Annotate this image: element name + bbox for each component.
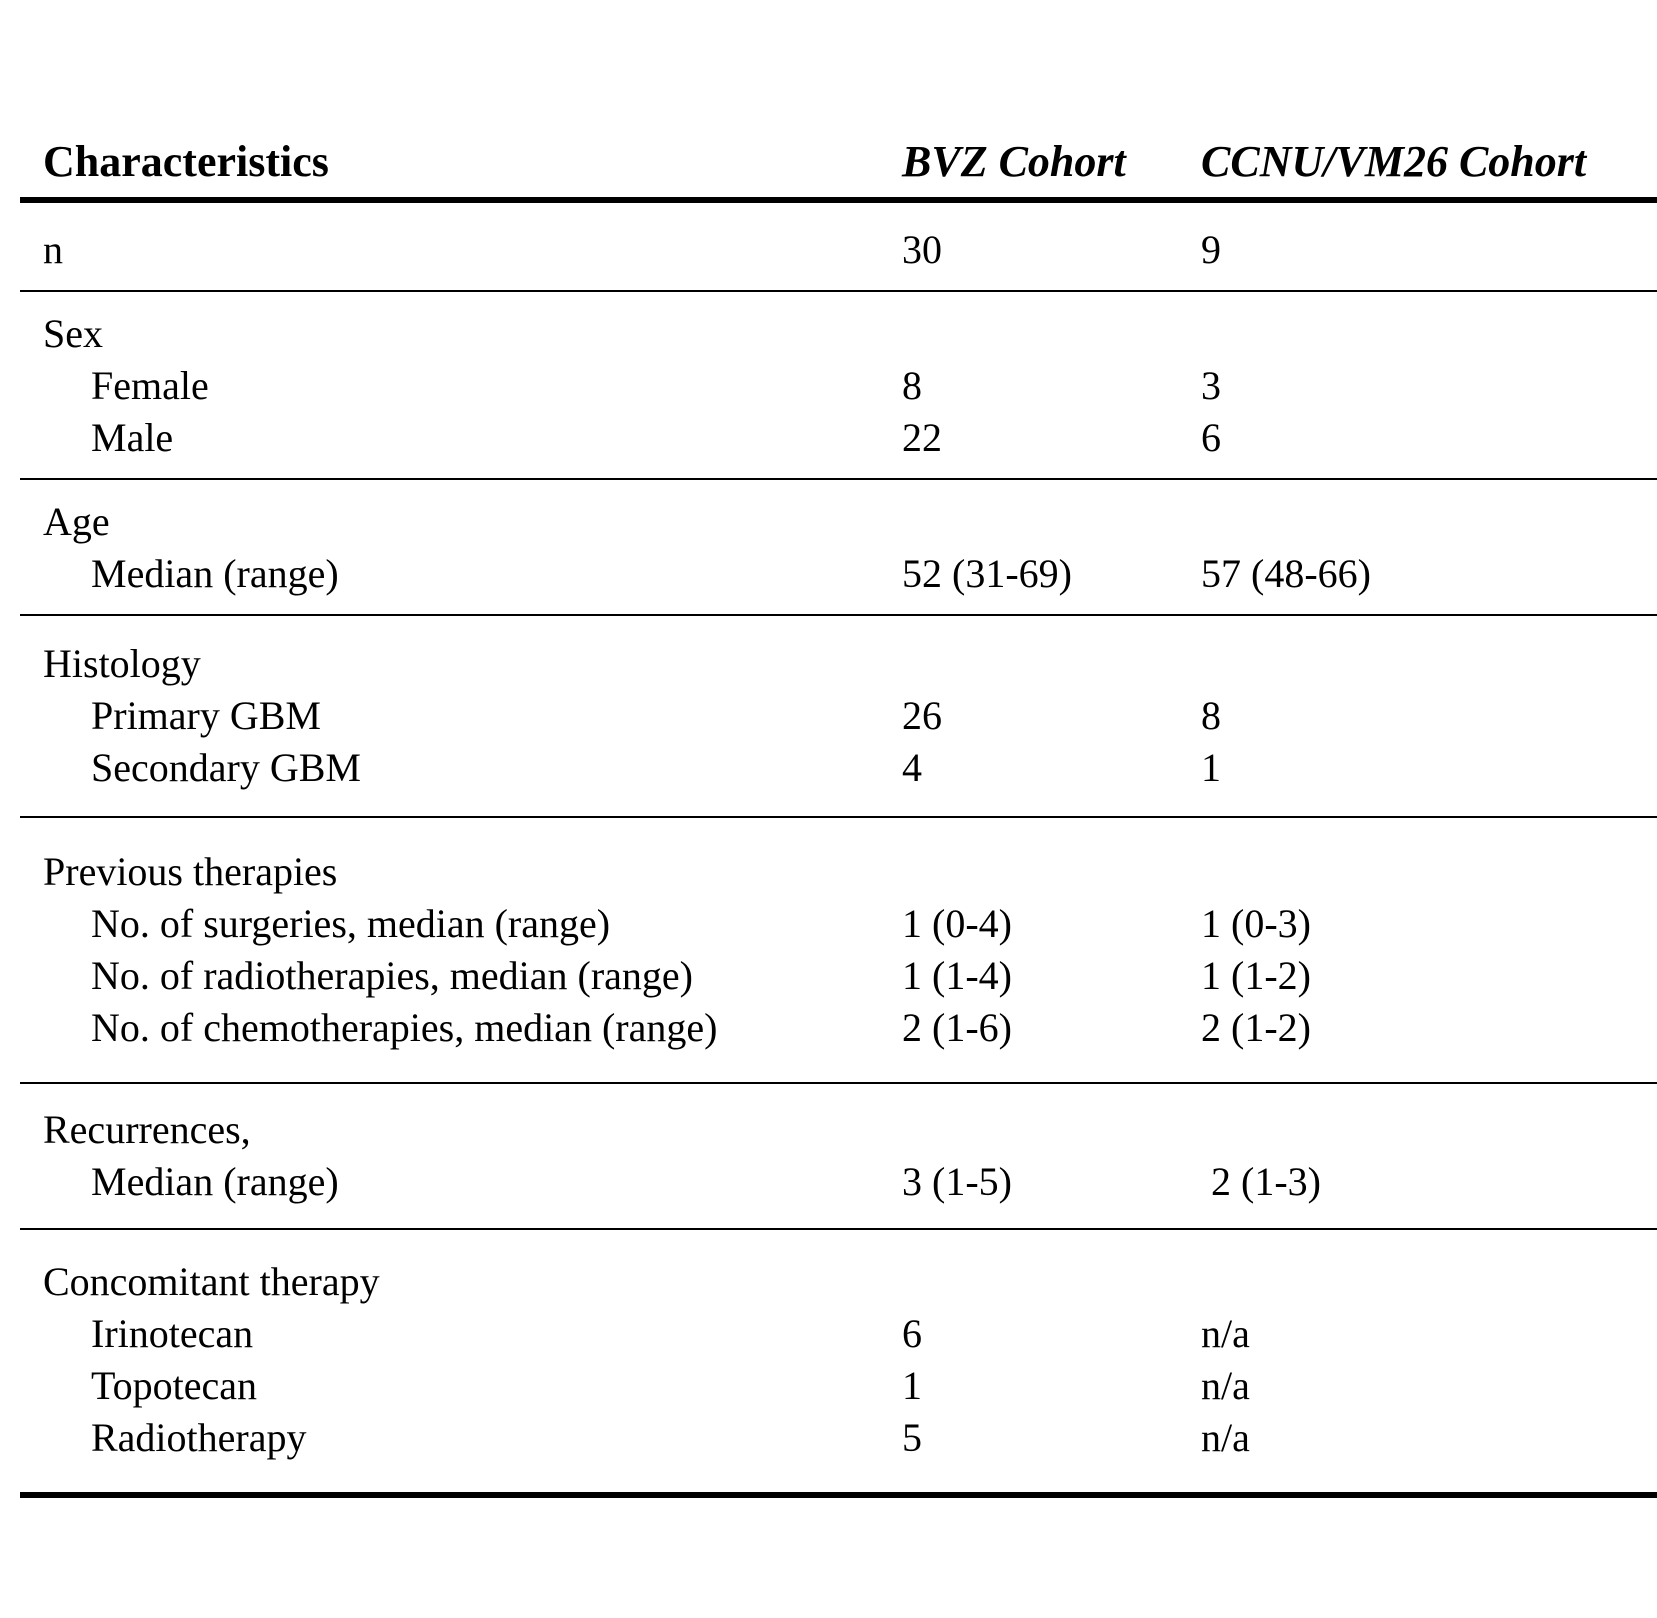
section-label: Recurrences, (43, 1107, 251, 1152)
section-rule (20, 478, 1657, 480)
row-bvz-value: 52 (31-69) (902, 551, 1072, 596)
row-ccnu-value: 57 (48-66) (1201, 551, 1371, 596)
bottom-rule (20, 1492, 1657, 1498)
characteristics-table (20, 0, 1657, 1618)
row-label: No. of chemotherapies, median (range) (91, 1005, 718, 1050)
row-bvz-value: 22 (902, 415, 942, 460)
section-label: Histology (43, 641, 201, 686)
row-ccnu-value: 1 (1-2) (1201, 953, 1311, 998)
row-ccnu-value: 2 (1-3) (1201, 1159, 1321, 1204)
row-bvz-value: 3 (1-5) (902, 1159, 1012, 1204)
row-bvz-value: 4 (902, 745, 922, 790)
row-label: Primary GBM (91, 693, 321, 738)
section-rule (20, 1082, 1657, 1084)
row-bvz-value: 2 (1-6) (902, 1005, 1012, 1050)
row-label: Secondary GBM (91, 745, 361, 790)
section-label: Sex (43, 311, 103, 356)
section-rule (20, 816, 1657, 818)
header-ccnu-cohort: CCNU/VM26 Cohort (1201, 137, 1587, 186)
row-label: Median (range) (91, 1159, 339, 1204)
header-rule (20, 197, 1657, 203)
row-ccnu-value: n/a (1201, 1363, 1250, 1408)
row-ccnu-value: 6 (1201, 415, 1221, 460)
row-label: Male (91, 415, 174, 460)
row-label: Median (range) (91, 551, 339, 596)
row-bvz-value: 1 (0-4) (902, 901, 1012, 946)
section-rule (20, 614, 1657, 616)
section-label: Age (43, 499, 110, 544)
row-bvz-value: 6 (902, 1311, 922, 1356)
section-label: Concomitant therapy (43, 1259, 380, 1304)
row-bvz-value: 8 (902, 363, 922, 408)
row-label: n (43, 227, 63, 272)
row-bvz-value: 30 (902, 227, 942, 272)
row-ccnu-value: 2 (1-2) (1201, 1005, 1311, 1050)
row-bvz-value: 1 (1-4) (902, 953, 1012, 998)
row-label: No. of surgeries, median (range) (91, 901, 611, 946)
header-bvz-cohort: BVZ Cohort (902, 137, 1126, 186)
row-ccnu-value: n/a (1201, 1311, 1250, 1356)
row-ccnu-value: 1 (0-3) (1201, 901, 1311, 946)
row-bvz-value: 1 (902, 1363, 922, 1408)
row-label: Female (91, 363, 209, 408)
row-label: Topotecan (91, 1363, 258, 1408)
row-bvz-value: 5 (902, 1415, 922, 1460)
row-ccnu-value: 3 (1201, 363, 1221, 408)
row-label: No. of radiotherapies, median (range) (91, 953, 693, 998)
row-ccnu-value: 1 (1201, 745, 1221, 790)
row-ccnu-value: n/a (1201, 1415, 1250, 1460)
row-label: Radiotherapy (91, 1415, 307, 1460)
section-rule (20, 1228, 1657, 1230)
header-characteristics: Characteristics (43, 137, 329, 186)
section-rule (20, 290, 1657, 292)
row-bvz-value: 26 (902, 693, 942, 738)
row-ccnu-value: 8 (1201, 693, 1221, 738)
section-label: Previous therapies (43, 849, 338, 894)
row-label: Irinotecan (91, 1311, 254, 1356)
row-ccnu-value: 9 (1201, 227, 1221, 272)
